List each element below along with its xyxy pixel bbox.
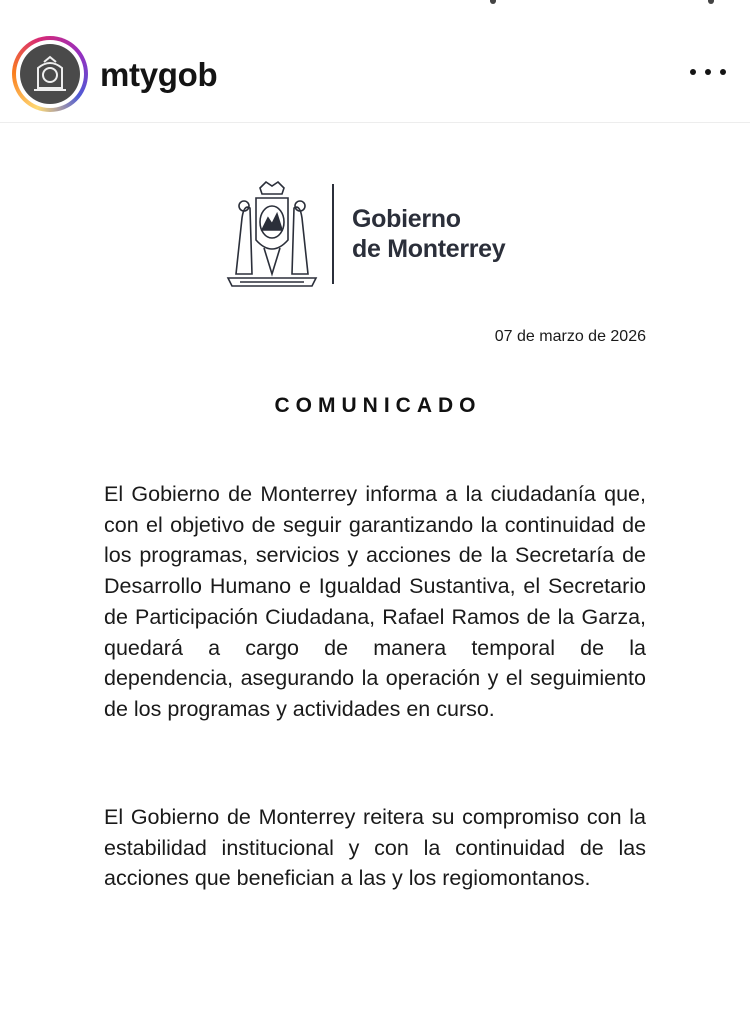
document-title: COMUNICADO	[274, 394, 482, 417]
document-date: 07 de marzo de 2026	[494, 328, 646, 345]
government-logo	[222, 178, 542, 290]
status-strip	[0, 0, 750, 8]
post-header	[0, 30, 750, 118]
monterrey-coat-of-arms-icon	[222, 178, 322, 290]
more-horizontal-icon	[690, 69, 696, 75]
government-name-line1: Gobierno	[352, 205, 461, 233]
government-name	[352, 204, 505, 264]
status-icon	[708, 0, 714, 4]
paragraph-2: El Gobierno de Monterrey reitera su compromiso con la estabilidad institucional y con la continuidad de las acciones que benefician a las y los regiomontanos.	[104, 805, 646, 891]
status-icon	[490, 0, 496, 4]
more-options-button[interactable]	[690, 60, 726, 84]
username[interactable]: mtygob	[100, 56, 218, 93]
paragraph-1: El Gobierno de Monterrey informa a la ciudadanía que, con el objetivo de seguir garantizando la continuidad de los programas, servicios y acciones de la Secretaría de Desarrollo Humano e Igualdad Sustantiva, el Secretario de Participación Ciudadana, Rafael Ramos de la Garza, quedará a cargo de manera temporal de la dependencia, asegurando la operación y el seguimiento de los programas y actividades en curso.	[104, 482, 646, 721]
monterrey-seal-avatar-icon	[20, 44, 80, 104]
avatar[interactable]	[12, 36, 88, 112]
header-divider	[0, 122, 750, 123]
government-name-line2: de Monterrey	[352, 235, 506, 263]
logo-divider	[332, 184, 334, 284]
